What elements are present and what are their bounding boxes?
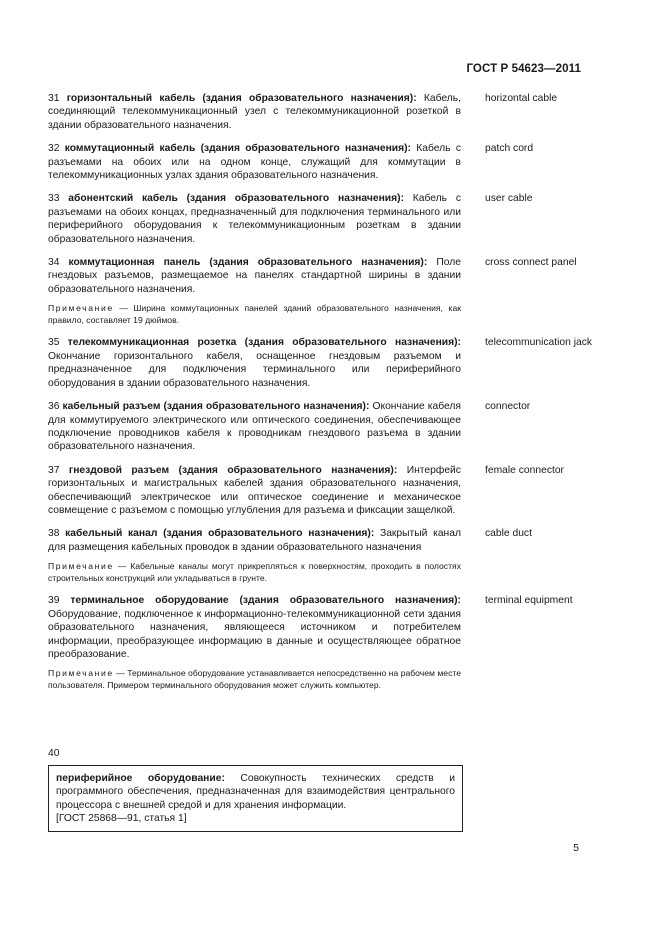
- term-note: [48, 303, 461, 326]
- term-name: периферийное оборудование:: [56, 773, 225, 784]
- term-name: абонентский кабель (здания образовательного назначения):: [68, 193, 404, 205]
- term-name: горизонтальный кабель (здания образовательного назначения):: [66, 93, 417, 104]
- term-name: коммутационный кабель (здания образовательного назначения):: [64, 143, 411, 155]
- term-definition: Окончание кабеля для коммутируемого электрического или оптического соединения, обеспечивающее подключение проводников кабеля к проводникам гнездового разъема в здании образовательного назначения.: [48, 401, 461, 453]
- term-name: терминальное оборудование (здания образовательного назначения):: [70, 595, 461, 607]
- term-english: female connector: [485, 464, 564, 476]
- term-english: cross connect panel: [485, 257, 577, 269]
- term-name: гнездовой разъем (здания образовательного назначения):: [68, 464, 398, 476]
- term-definition: Окончание горизонтального кабеля, оснащенное гнездовым разъемом и предназначенное для подключения терминального или периферийного оборудования в здании образовательного назначения.: [48, 350, 461, 389]
- term-definition: Кабель, соединяющий телекоммуникационный узел с телекоммуникационной розеткой в здании образовательного назначения.: [48, 93, 461, 131]
- note-label: Примечание: [48, 561, 114, 572]
- term-number: 36: [48, 401, 60, 413]
- term-entry-34: [48, 256, 588, 326]
- term-number: 35: [48, 337, 60, 349]
- term-english: horizontal cable: [485, 93, 558, 104]
- term-definition: Оборудование, подключенное к информационно-телекоммуникационной сети здания образовательного назначения, являющееся источником и потребителем информации, преобразующее информацию в данные и осуществляющее обратное преобразование.: [48, 608, 461, 660]
- term-number: 32: [48, 143, 60, 155]
- term-entry-31: [48, 92, 588, 132]
- term-note: [48, 561, 461, 584]
- term-number: 39: [48, 595, 60, 607]
- term-english: terminal equipment: [485, 595, 573, 607]
- note-text: — Кабельные каналы могут прикрепляться к поверхностям, проходить в полостях строительных конструкций или укладываться в грунте.: [48, 561, 461, 583]
- note-text: — Терминальное оборудование устанавливается непосредственно на рабочем месте пользователя. Примером терминального оборудования может служить компьютер.: [48, 668, 461, 690]
- note-label: Примечание: [48, 668, 114, 679]
- term-number: 37: [48, 464, 60, 476]
- term-entry-36: [48, 400, 588, 454]
- term-definition: Совокупность технических средств и программного обеспечения, предназначенная для взаимодействия центрального процессора с внешней средой и для хранения информации.: [56, 773, 455, 811]
- page-number: 5: [573, 843, 579, 854]
- term-entry-32: [48, 142, 588, 182]
- term-english: user cable: [485, 193, 533, 205]
- term-reference: [ГОСТ 25868—91, статья 1]: [56, 813, 187, 825]
- term-english: cable duct: [485, 528, 532, 540]
- note-label: Примечание: [48, 303, 114, 314]
- term-note: [48, 668, 461, 691]
- term-number: 34: [48, 257, 60, 269]
- note-text: — Ширина коммутационных панелей зданий образовательного назначения, как правило, составляет 19 дюймов.: [48, 303, 461, 325]
- term-definition: Закрытый канал для размещения кабельных проводок в здании образовательного назначения: [48, 528, 461, 553]
- term-name: коммутационная панель (здания образовательного назначения):: [68, 257, 428, 269]
- document-code: ГОСТ Р 54623—2011: [466, 63, 581, 75]
- term-definition: Интерфейс горизонтальных и магистральных кабелей здания образовательного назначения, обеспечивающий электрическое или оптическое соединение и механическое совмещение с разъемом с помощью углубления для разъема и фиксации защелкой.: [48, 464, 461, 516]
- term-entry-35: [48, 336, 593, 390]
- term-english: patch cord: [485, 143, 534, 155]
- term-number: 31: [48, 93, 60, 104]
- term-name: кабельный канал (здания образовательного назначения):: [65, 528, 375, 540]
- term-entry-38: [48, 527, 588, 584]
- term-number: 33: [48, 193, 60, 205]
- term-number: 38: [48, 528, 60, 540]
- term-name: кабельный разъем (здания образовательного назначения):: [62, 401, 370, 413]
- term-english: connector: [485, 401, 531, 413]
- term-definition: Поле гнездовых разъемов, размещаемое на панелях стандартной ширины в здании образовательного назначения.: [48, 257, 461, 295]
- term-definition: Кабель с разъемами на обоих или на одном конце, служащий для коммутации в телекоммуникационных узлах здания образовательного назначения.: [48, 143, 461, 182]
- term-entry-37: [48, 464, 588, 518]
- term-entry-33: [48, 192, 588, 246]
- terms-list: [48, 92, 593, 692]
- term-number-40: 40: [48, 748, 60, 759]
- term-english: telecommunication jack: [485, 337, 593, 349]
- term-entry-39: [48, 594, 588, 691]
- term-definition: Кабель с разъемами на обоих концах, предназначенный для подключения терминального или периферийного оборудования к телекоммуникационным розеткам в здании образовательного назначения.: [48, 193, 461, 245]
- term-entry-40-box: [48, 765, 463, 832]
- term-name: телекоммуникационная розетка (здания образовательного назначения):: [67, 337, 461, 349]
